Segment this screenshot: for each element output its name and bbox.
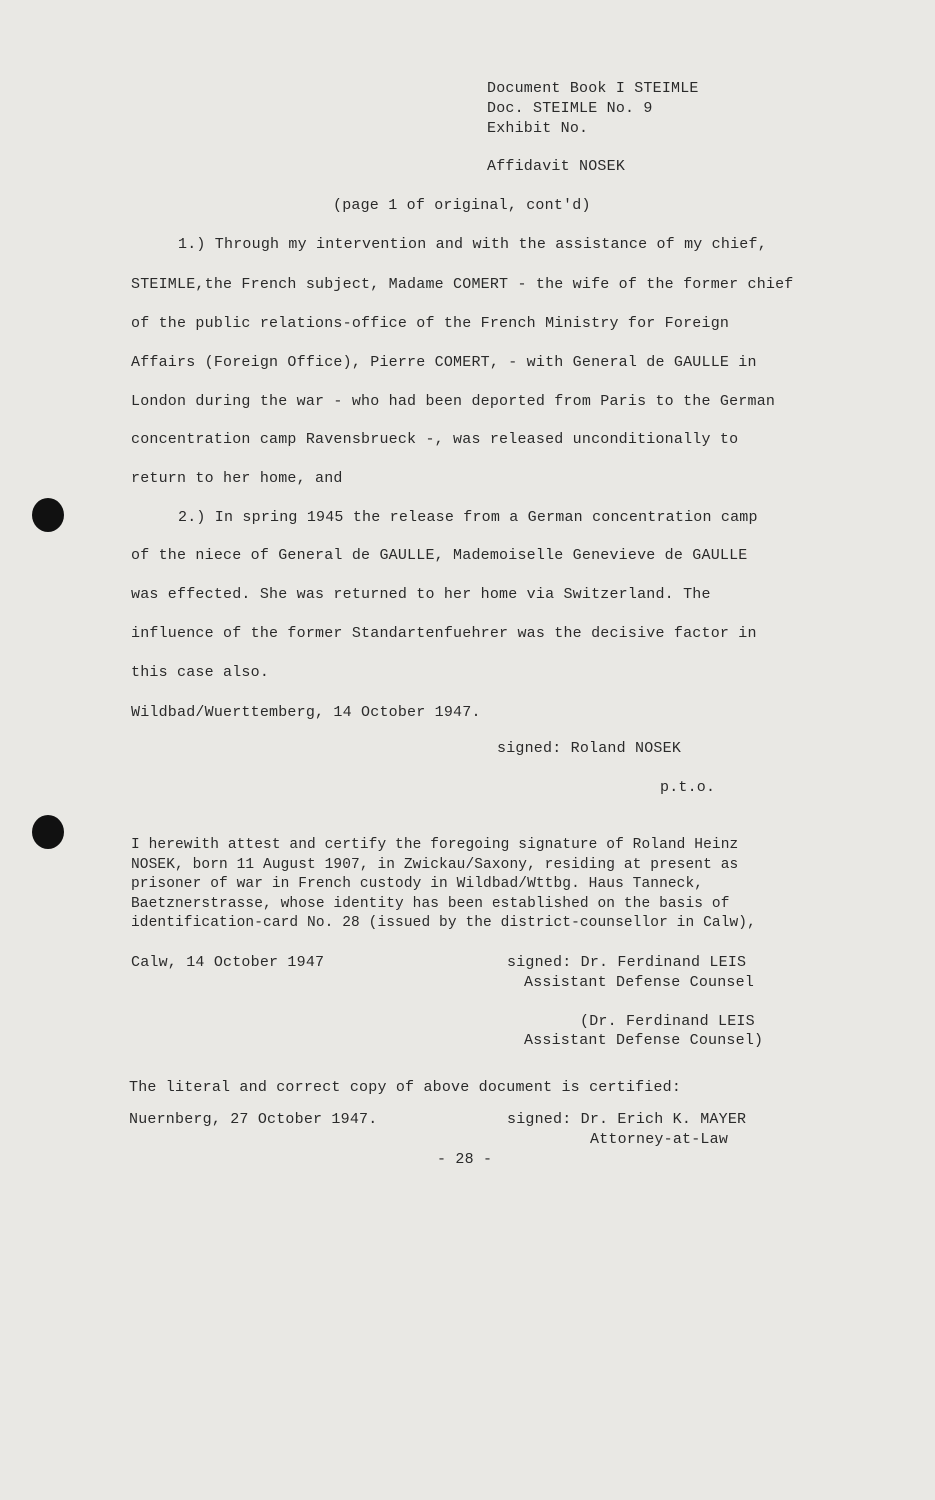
para2-line: 2.) In spring 1945 the release from a German concentration camp <box>178 509 758 526</box>
para2-line: this case also. <box>131 664 270 681</box>
para1-line: Affairs (Foreign Office), Pierre COMERT, - with General de GAULLE in <box>131 354 757 371</box>
exhibit-line: Exhibit No. <box>487 120 589 137</box>
certification-line: Baetznerstrasse, whose identity has been established on the basis of <box>131 896 730 912</box>
page-note: (page 1 of original, cont'd) <box>333 197 591 214</box>
para1-line: return to her home, and <box>131 470 343 487</box>
certification-place-date: Calw, 14 October 1947 <box>131 954 325 971</box>
punch-hole-top <box>32 498 64 532</box>
affidavit-title: Affidavit NOSEK <box>487 158 626 175</box>
para2-line: was effected. She was returned to her home via Switzerland. The <box>131 586 711 603</box>
certification-line: identification-card No. 28 (issued by the district-counsellor in Calw), <box>131 915 756 931</box>
certification-line: I herewith attest and certify the foregoing signature of Roland Heinz <box>131 837 739 853</box>
doc-number-line: Doc. STEIMLE No. 9 <box>487 100 653 117</box>
para1-line: 1.) Through my intervention and with the assistance of my chief, <box>178 236 767 253</box>
para1-line: STEIMLE,the French subject, Madame COMERT - the wife of the former chief <box>131 276 794 293</box>
copy-signed: signed: Dr. Erich K. MAYER <box>507 1111 747 1128</box>
doc-book-line: Document Book I STEIMLE <box>487 80 699 97</box>
certification-typed-name: (Dr. Ferdinand LEIS <box>580 1013 755 1030</box>
certification-line: NOSEK, born 11 August 1907, in Zwickau/Saxony, residing at present as <box>131 857 739 873</box>
para1-line: concentration camp Ravensbrueck -, was released unconditionally to <box>131 431 739 448</box>
page-number: - 28 - <box>437 1151 493 1168</box>
certification-signed-title: Assistant Defense Counsel <box>524 974 755 991</box>
copy-statement: The literal and correct copy of above document is certified: <box>129 1079 682 1096</box>
certification-signed: signed: Dr. Ferdinand LEIS <box>507 954 747 971</box>
copy-place-date: Nuernberg, 27 October 1947. <box>129 1111 378 1128</box>
copy-signed-title: Attorney-at-Law <box>590 1131 729 1148</box>
affidavit-place-date: Wildbad/Wuerttemberg, 14 October 1947. <box>131 704 481 721</box>
affidavit-signature: signed: Roland NOSEK <box>497 740 682 757</box>
para1-line: of the public relations-office of the French Ministry for Foreign <box>131 315 730 332</box>
pto-note: p.t.o. <box>660 779 716 796</box>
para1-line: London during the war - who had been deported from Paris to the German <box>131 393 776 410</box>
para2-line: influence of the former Standartenfuehrer was the decisive factor in <box>131 625 757 642</box>
certification-typed-title: Assistant Defense Counsel) <box>524 1032 764 1049</box>
para2-line: of the niece of General de GAULLE, Mademoiselle Genevieve de GAULLE <box>131 547 748 564</box>
punch-hole-bottom <box>32 815 64 849</box>
certification-line: prisoner of war in French custody in Wildbad/Wttbg. Haus Tanneck, <box>131 876 704 892</box>
